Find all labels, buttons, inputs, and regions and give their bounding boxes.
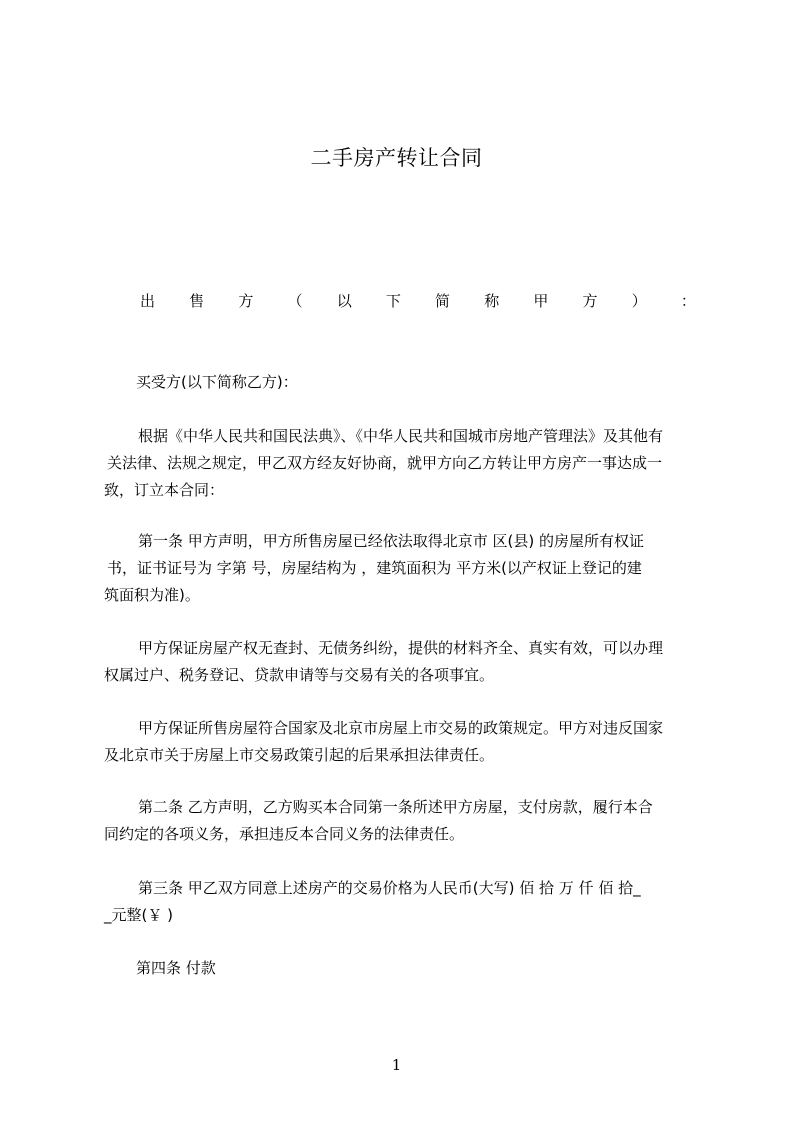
article-3-line: 第三条 甲乙双方同意上述房产的交易价格为人民币(大写) 佰 拾 万 仟 佰 拾_ (138, 879, 641, 897)
seller-char: 下 (385, 292, 401, 310)
paragraph-line: 权属过户、税务登记、贷款申请等与交易有关的各项事宜。 (104, 666, 495, 684)
article-1-line: 第一条 甲方声明，甲方所售房屋已经依法取得北京市 区(县) 的房屋所有权证 (138, 532, 645, 550)
article-3-line: _元整(￥ ) (104, 906, 173, 924)
paragraph-line: 根据《中华人民共和国民法典》、《中华人民共和国城市房地产管理法》及其他有 (138, 427, 664, 445)
seller-char: 售 (189, 292, 205, 310)
seller-char: 简 (435, 292, 451, 310)
seller-char: ） (631, 292, 647, 310)
article-4-heading: 第四条 付款 (136, 959, 216, 977)
article-2-line: 第二条 乙方声明，乙方购买本合同第一条所述甲方房屋，支付房款，履行本合 (138, 798, 653, 816)
page-number: 1 (391, 1056, 402, 1074)
article-1-line: 书，证书证号为 字第 号，房屋结构为 ，建筑面积为 平方米(以产权证上登记的建 (107, 559, 642, 577)
seller-char: 称 (484, 292, 500, 310)
seller-char: 方 (238, 292, 254, 310)
paragraph-line: 及北京市关于房屋上市交易政策引起的后果承担法律责任。 (104, 746, 495, 764)
article-2-line: 同约定的各项义务，承担违反本合同义务的法律责任。 (104, 825, 465, 843)
paragraph-line: 甲方保证房屋产权无查封、无债务纠纷，提供的材料齐全、真实有效，可以办理 (138, 639, 664, 657)
article-1-line: 筑面积为准)。 (104, 586, 200, 604)
paragraph-line: 甲方保证所售房屋符合国家及北京市房屋上市交易的政策规定。甲方对违反国家 (138, 719, 664, 737)
seller-char: 以 (336, 292, 352, 310)
seller-char: 出 (140, 292, 156, 310)
paragraph-line: 关法律、法规之规定，甲乙双方经友好协商，就甲方向乙方转让甲方房产一事达成一 (107, 454, 663, 472)
document-title: 二手房产转让合同 (310, 146, 483, 170)
seller-line (140, 290, 696, 311)
seller-char: 甲 (533, 292, 549, 310)
seller-char: 方 (582, 292, 598, 310)
seller-char: ： (680, 292, 696, 310)
buyer-line: 买受方(以下简称乙方)： (136, 373, 298, 391)
paragraph-line: 致，订立本合同： (104, 481, 225, 499)
seller-char: （ (287, 292, 303, 310)
